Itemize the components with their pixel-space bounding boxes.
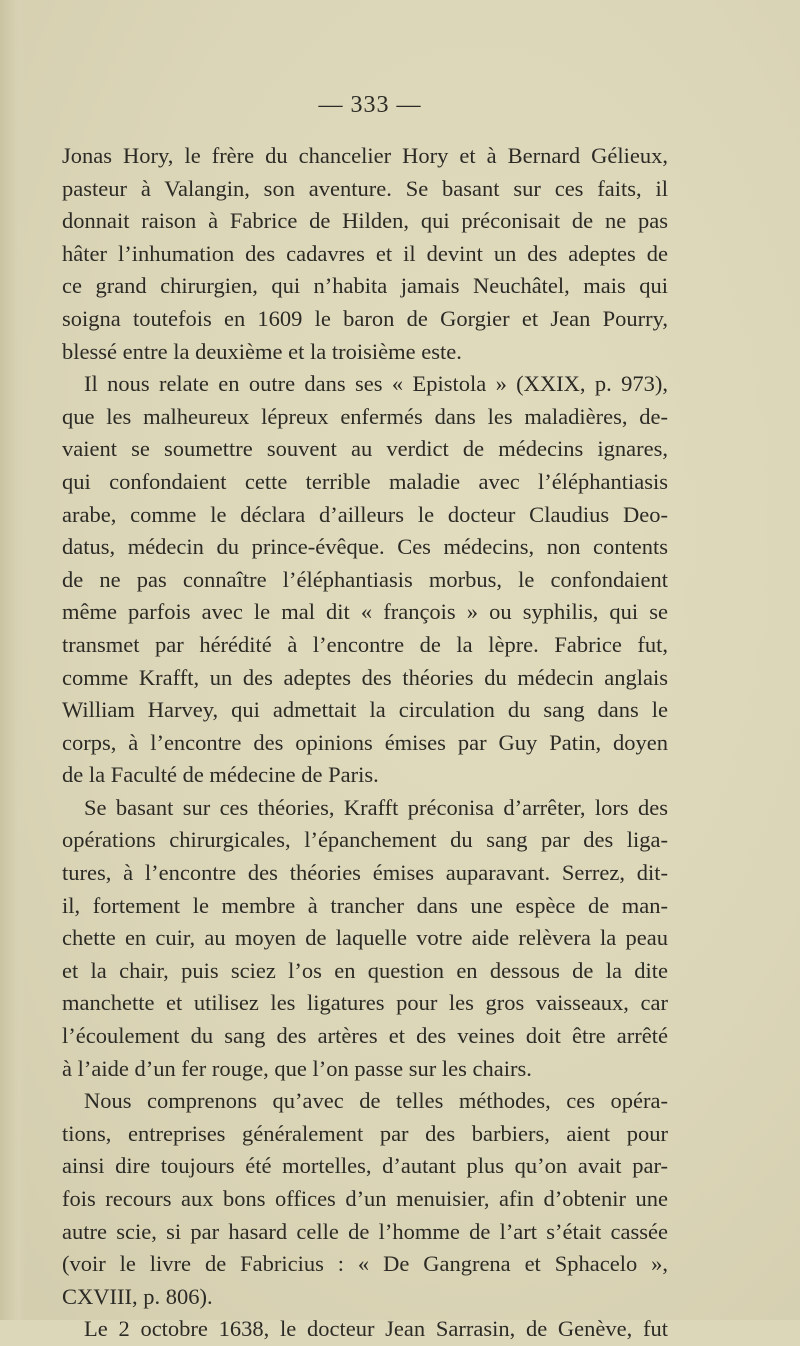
text-line: ainsi dire toujours été mortelles, d’autant plus qu’on avait par- bbox=[62, 1153, 668, 1179]
text-line: ce grand chirurgien, qui n’habita jamais Neuchâtel, mais qui bbox=[62, 273, 668, 299]
text-line: Le 2 octobre 1638, le docteur Jean Sarrasin, de Genève, fut bbox=[84, 1316, 668, 1342]
text-line: donnait raison à Fabrice de Hilden, qui préconisait de ne pas bbox=[62, 208, 668, 234]
body-text bbox=[62, 140, 668, 1346]
text-line: de la Faculté de médecine de Paris. bbox=[62, 762, 379, 788]
text-line: pasteur à Valangin, son aventure. Se basant sur ces faits, il bbox=[62, 175, 668, 201]
page-number: — 333 — bbox=[318, 92, 422, 118]
text-line: que les malheureux lépreux enfermés dans les maladières, de- bbox=[62, 403, 668, 429]
text-line: autre scie, si par hasard celle de l’homme de l’art s’était cassée bbox=[62, 1218, 668, 1244]
text-line: comme Krafft, un des adeptes des théories du médecin anglais bbox=[62, 664, 668, 690]
text-line: chette en cuir, au moyen de laquelle votre aide relèvera la peau bbox=[62, 925, 668, 951]
text-line: hâter l’inhumation des cadavres et il devint un des adeptes de bbox=[62, 240, 668, 266]
text-line: de ne pas connaître l’éléphantiasis morbus, le confondaient bbox=[62, 566, 668, 592]
text-line: CXVIII, p. 806). bbox=[62, 1283, 213, 1309]
text-line: Nous comprenons qu’avec de telles méthodes, ces opéra- bbox=[84, 1088, 668, 1114]
text-line: vaient se soumettre souvent au verdict de médecins ignares, bbox=[62, 436, 668, 462]
text-line: soigna toutefois en 1609 le baron de Gorgier et Jean Pourry, bbox=[62, 305, 668, 331]
text-line: manchette et utilisez les ligatures pour les gros vaisseaux, car bbox=[62, 990, 668, 1016]
text-line: il, fortement le membre à trancher dans une espèce de man- bbox=[62, 892, 668, 918]
text-line: (voir le livre de Fabricius : « De Gangrena et Sphacelo », bbox=[62, 1251, 668, 1277]
text-line: datus, médecin du prince-évêque. Ces médecins, non contents bbox=[62, 534, 668, 560]
text-line: qui confondaient cette terrible maladie avec l’éléphantiasis bbox=[62, 468, 668, 494]
page-edge-shadow bbox=[0, 0, 26, 1320]
text-line: corps, à l’encontre des opinions émises par Guy Patin, doyen bbox=[62, 729, 668, 755]
text-line: William Harvey, qui admettait la circulation du sang dans le bbox=[62, 697, 668, 723]
text-line: arabe, comme le déclara d’ailleurs le docteur Claudius Deo- bbox=[62, 501, 668, 527]
text-line: Jonas Hory, le frère du chancelier Hory et à Bernard Gélieux, bbox=[62, 143, 668, 168]
text-line: tures, à l’encontre des théories émises auparavant. Serrez, dit- bbox=[62, 860, 668, 886]
text-line: Il nous relate en outre dans ses « Epistola » (XXIX, p. 973), bbox=[84, 371, 668, 397]
text-line: même parfois avec le mal dit « françois » ou syphilis, qui se bbox=[62, 599, 668, 625]
text-line: blessé entre la deuxième et la troisième este. bbox=[62, 338, 462, 364]
text-line: l’écoulement du sang des artères et des veines doit être arrêté bbox=[62, 1023, 668, 1049]
text-line: transmet par hérédité à l’encontre de la lèpre. Fabrice fut, bbox=[62, 631, 668, 657]
text-line: et la chair, puis sciez l’os en question en dessous de la dite bbox=[62, 957, 668, 983]
text-line: Se basant sur ces théories, Krafft préconisa d’arrêter, lors des bbox=[84, 794, 668, 820]
text-line: à l’aide d’un fer rouge, que l’on passe sur les chairs. bbox=[62, 1055, 532, 1081]
text-line: fois recours aux bons offices d’un menuisier, afin d’obtenir une bbox=[62, 1186, 668, 1211]
text-line: opérations chirurgicales, l’épanchement du sang par des liga- bbox=[62, 827, 668, 853]
text-line: tions, entreprises généralement par des barbiers, aient pour bbox=[62, 1120, 668, 1146]
